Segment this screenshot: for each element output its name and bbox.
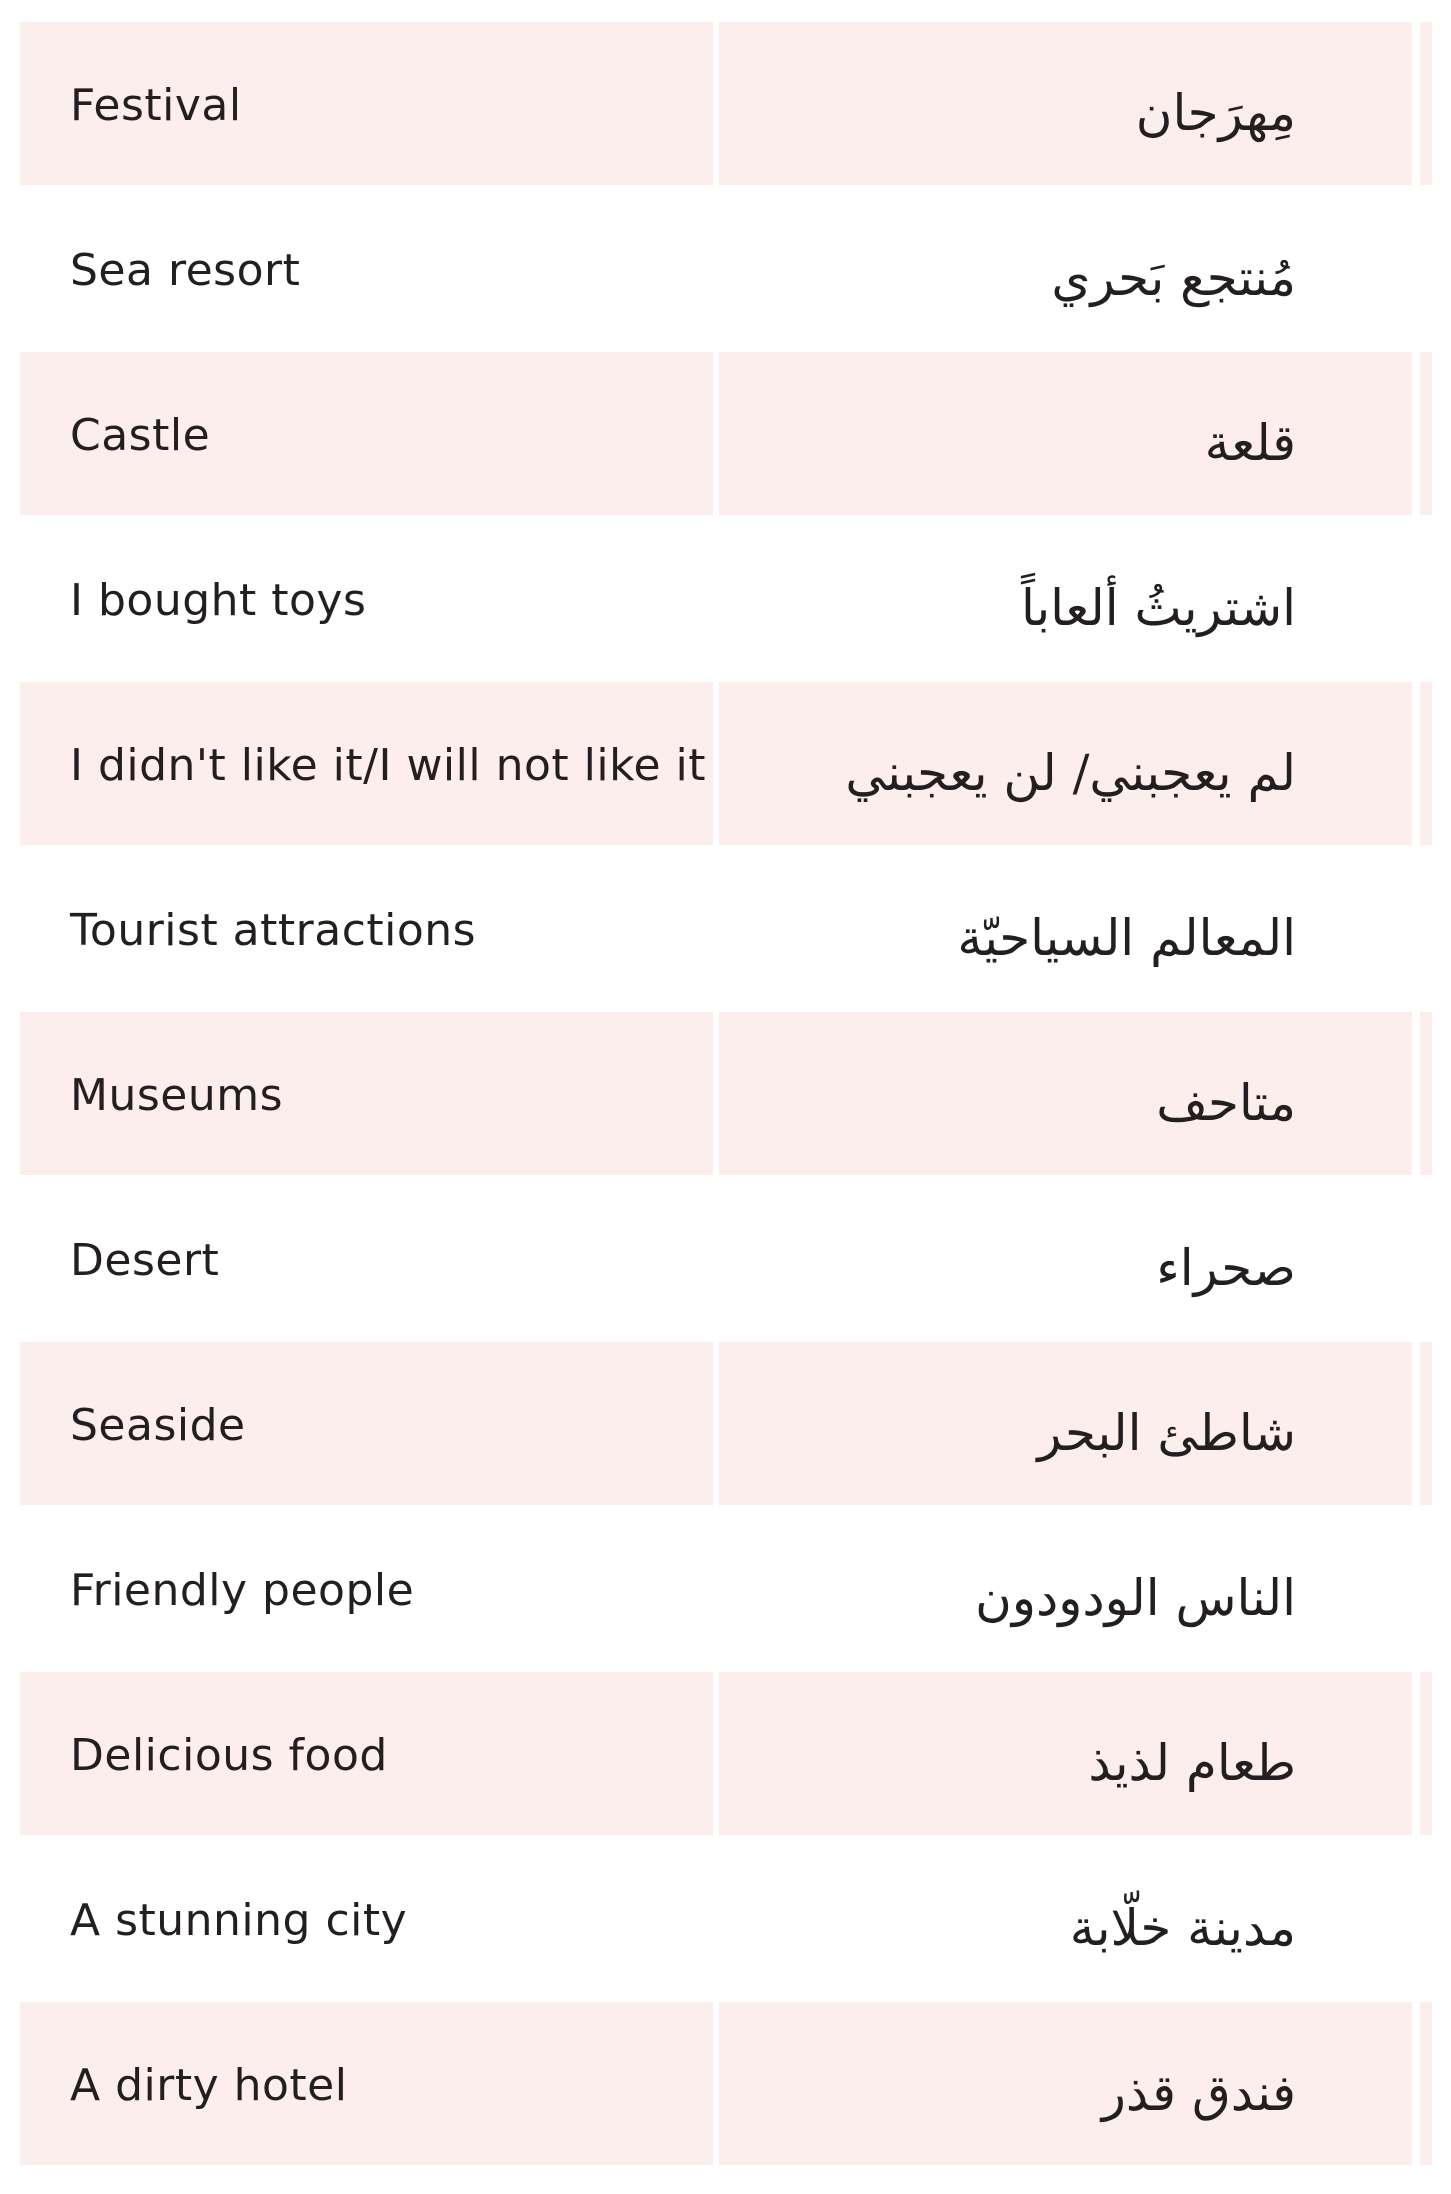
row-edge <box>1420 1672 1432 1835</box>
table-row <box>20 847 1450 1012</box>
arabic-cell: طعام لذيذ <box>719 1672 1420 1835</box>
arabic-cell: صحراء <box>719 1177 1420 1340</box>
arabic-cell: مدينة خلّابة <box>719 1837 1420 2000</box>
row-edge <box>1420 847 1432 1010</box>
table-row <box>20 1507 1450 1672</box>
table-row <box>20 1837 1450 2002</box>
arabic-cell: مُنتجع بَحري <box>719 187 1420 350</box>
table-row <box>20 517 1450 682</box>
table-row <box>20 187 1450 352</box>
english-cell: Desert <box>20 1177 719 1340</box>
arabic-cell: متاحف <box>719 1012 1420 1175</box>
row-edge <box>1420 1507 1432 1670</box>
english-cell: I didn't like it/I will not like it <box>20 682 719 845</box>
table-row <box>20 1672 1450 1837</box>
row-edge <box>1420 2002 1432 2165</box>
row-edge <box>1420 187 1432 350</box>
arabic-cell: لم يعجبني/ لن يعجبني <box>719 682 1420 845</box>
english-cell: Museums <box>20 1012 719 1175</box>
arabic-cell: مِهرَجان <box>719 22 1420 185</box>
arabic-cell: فندق قذر <box>719 2002 1420 2165</box>
english-cell: Friendly people <box>20 1507 719 1670</box>
row-edge <box>1420 1012 1432 1175</box>
row-edge <box>1420 517 1432 680</box>
english-cell: Castle <box>20 352 719 515</box>
table-row <box>20 682 1450 847</box>
arabic-cell: اشتريثُ ألعاباً <box>719 517 1420 680</box>
english-cell: A stunning city <box>20 1837 719 2000</box>
english-cell: Tourist attractions <box>20 847 719 1010</box>
english-cell: Festival <box>20 22 719 185</box>
table-row <box>20 1342 1450 1507</box>
arabic-cell: شاطئ البحر <box>719 1342 1420 1505</box>
english-cell: Delicious food <box>20 1672 719 1835</box>
row-edge <box>1420 1342 1432 1505</box>
arabic-cell: المعالم السياحيّة <box>719 847 1420 1010</box>
row-edge <box>1420 682 1432 845</box>
vocabulary-table <box>20 22 1450 2167</box>
arabic-cell: الناس الودودون <box>719 1507 1420 1670</box>
english-cell: Seaside <box>20 1342 719 1505</box>
row-edge <box>1420 1177 1432 1340</box>
table-row <box>20 2002 1450 2167</box>
english-cell: A dirty hotel <box>20 2002 719 2165</box>
english-cell: Sea resort <box>20 187 719 350</box>
english-cell: I bought toys <box>20 517 719 680</box>
row-edge <box>1420 1837 1432 2000</box>
table-row <box>20 1177 1450 1342</box>
table-row <box>20 352 1450 517</box>
arabic-cell: قلعة <box>719 352 1420 515</box>
row-edge <box>1420 352 1432 515</box>
row-edge <box>1420 22 1432 185</box>
table-row <box>20 22 1450 187</box>
table-row <box>20 1012 1450 1177</box>
